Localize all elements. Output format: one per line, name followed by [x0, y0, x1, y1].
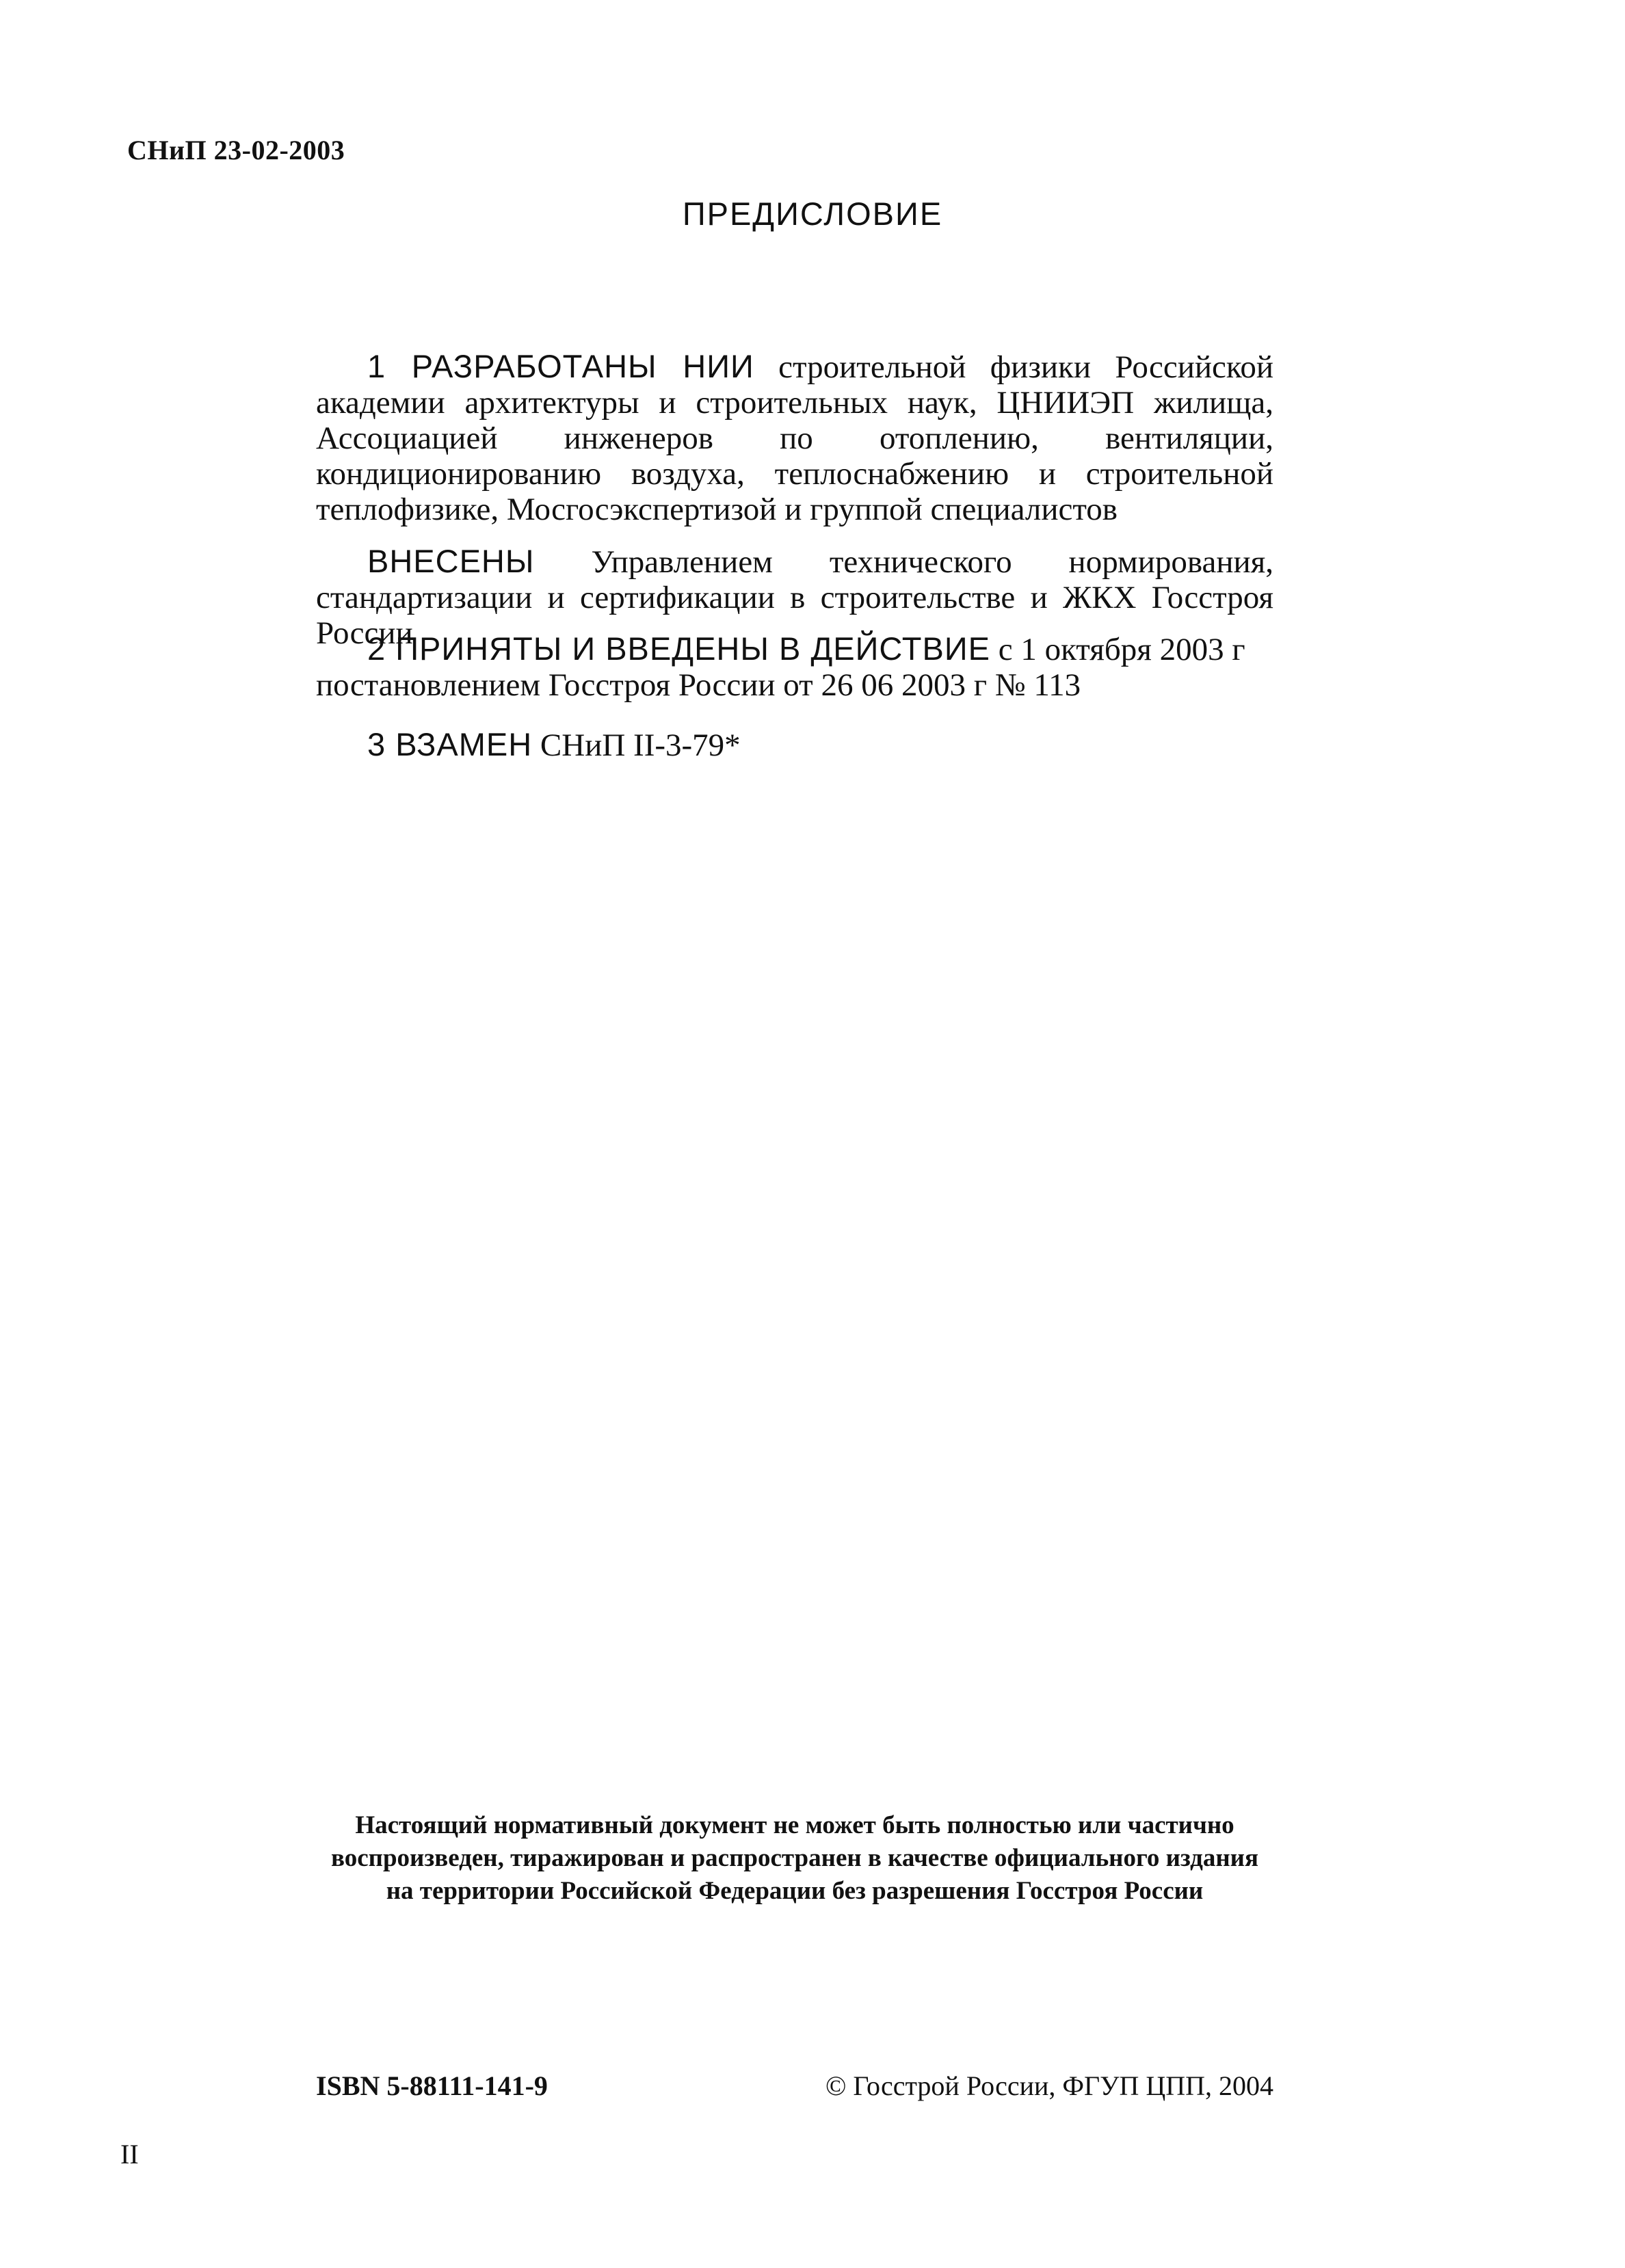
paragraph-lead: 3 ВЗАМЕН	[367, 726, 533, 762]
isbn: ISBN 5-88111-141-9	[316, 2070, 548, 2101]
paragraph-replaces	[316, 727, 1273, 763]
document-code: СНиП 23-02-2003	[127, 135, 345, 165]
copyright-notice: Настоящий нормативный документ не может быть полностью или частично воспроизведен, тиражирован и распространен в качестве официального издания на территории Российской Федерации без разрешения Госстроя России	[331, 1811, 1258, 1905]
paragraph-text: с 1 октября 2003 г постановлением Госстроя России от 26 06 2003 г № 113	[316, 632, 1245, 703]
page-title: ПРЕДИСЛОВИЕ	[682, 196, 943, 232]
page-number: II	[120, 2139, 139, 2170]
paragraph-text: СНиП II-3-79*	[532, 728, 741, 763]
paragraph-adopted	[316, 631, 1273, 703]
paragraph-text: строительной физики Российской академии архитектуры и строительных наук, ЦНИИЭП жилища, Ассоциацией инженеров по отоплению, вентиляции, кондиционированию воздуха, теплоснабжению и строительной теплофизике, Мосгосэкспертизой и группой специалистов	[316, 349, 1273, 527]
paragraph-text: Управлением технического нормирования, стандартизации и сертификации в строительстве и ЖКХ Госстроя России	[316, 544, 1273, 651]
copyright-line: © Госстрой России, ФГУП ЦПП, 2004	[825, 2070, 1273, 2101]
paragraph-lead: 2 ПРИНЯТЫ И ВВЕДЕНЫ В ДЕЙСТВИЕ	[367, 630, 990, 667]
paragraph-lead: 1 РАЗРАБОТАНЫ НИИ	[367, 348, 754, 384]
paragraph-lead: ВНЕСЕНЫ	[367, 543, 535, 579]
paragraph-developed-by	[316, 349, 1273, 527]
